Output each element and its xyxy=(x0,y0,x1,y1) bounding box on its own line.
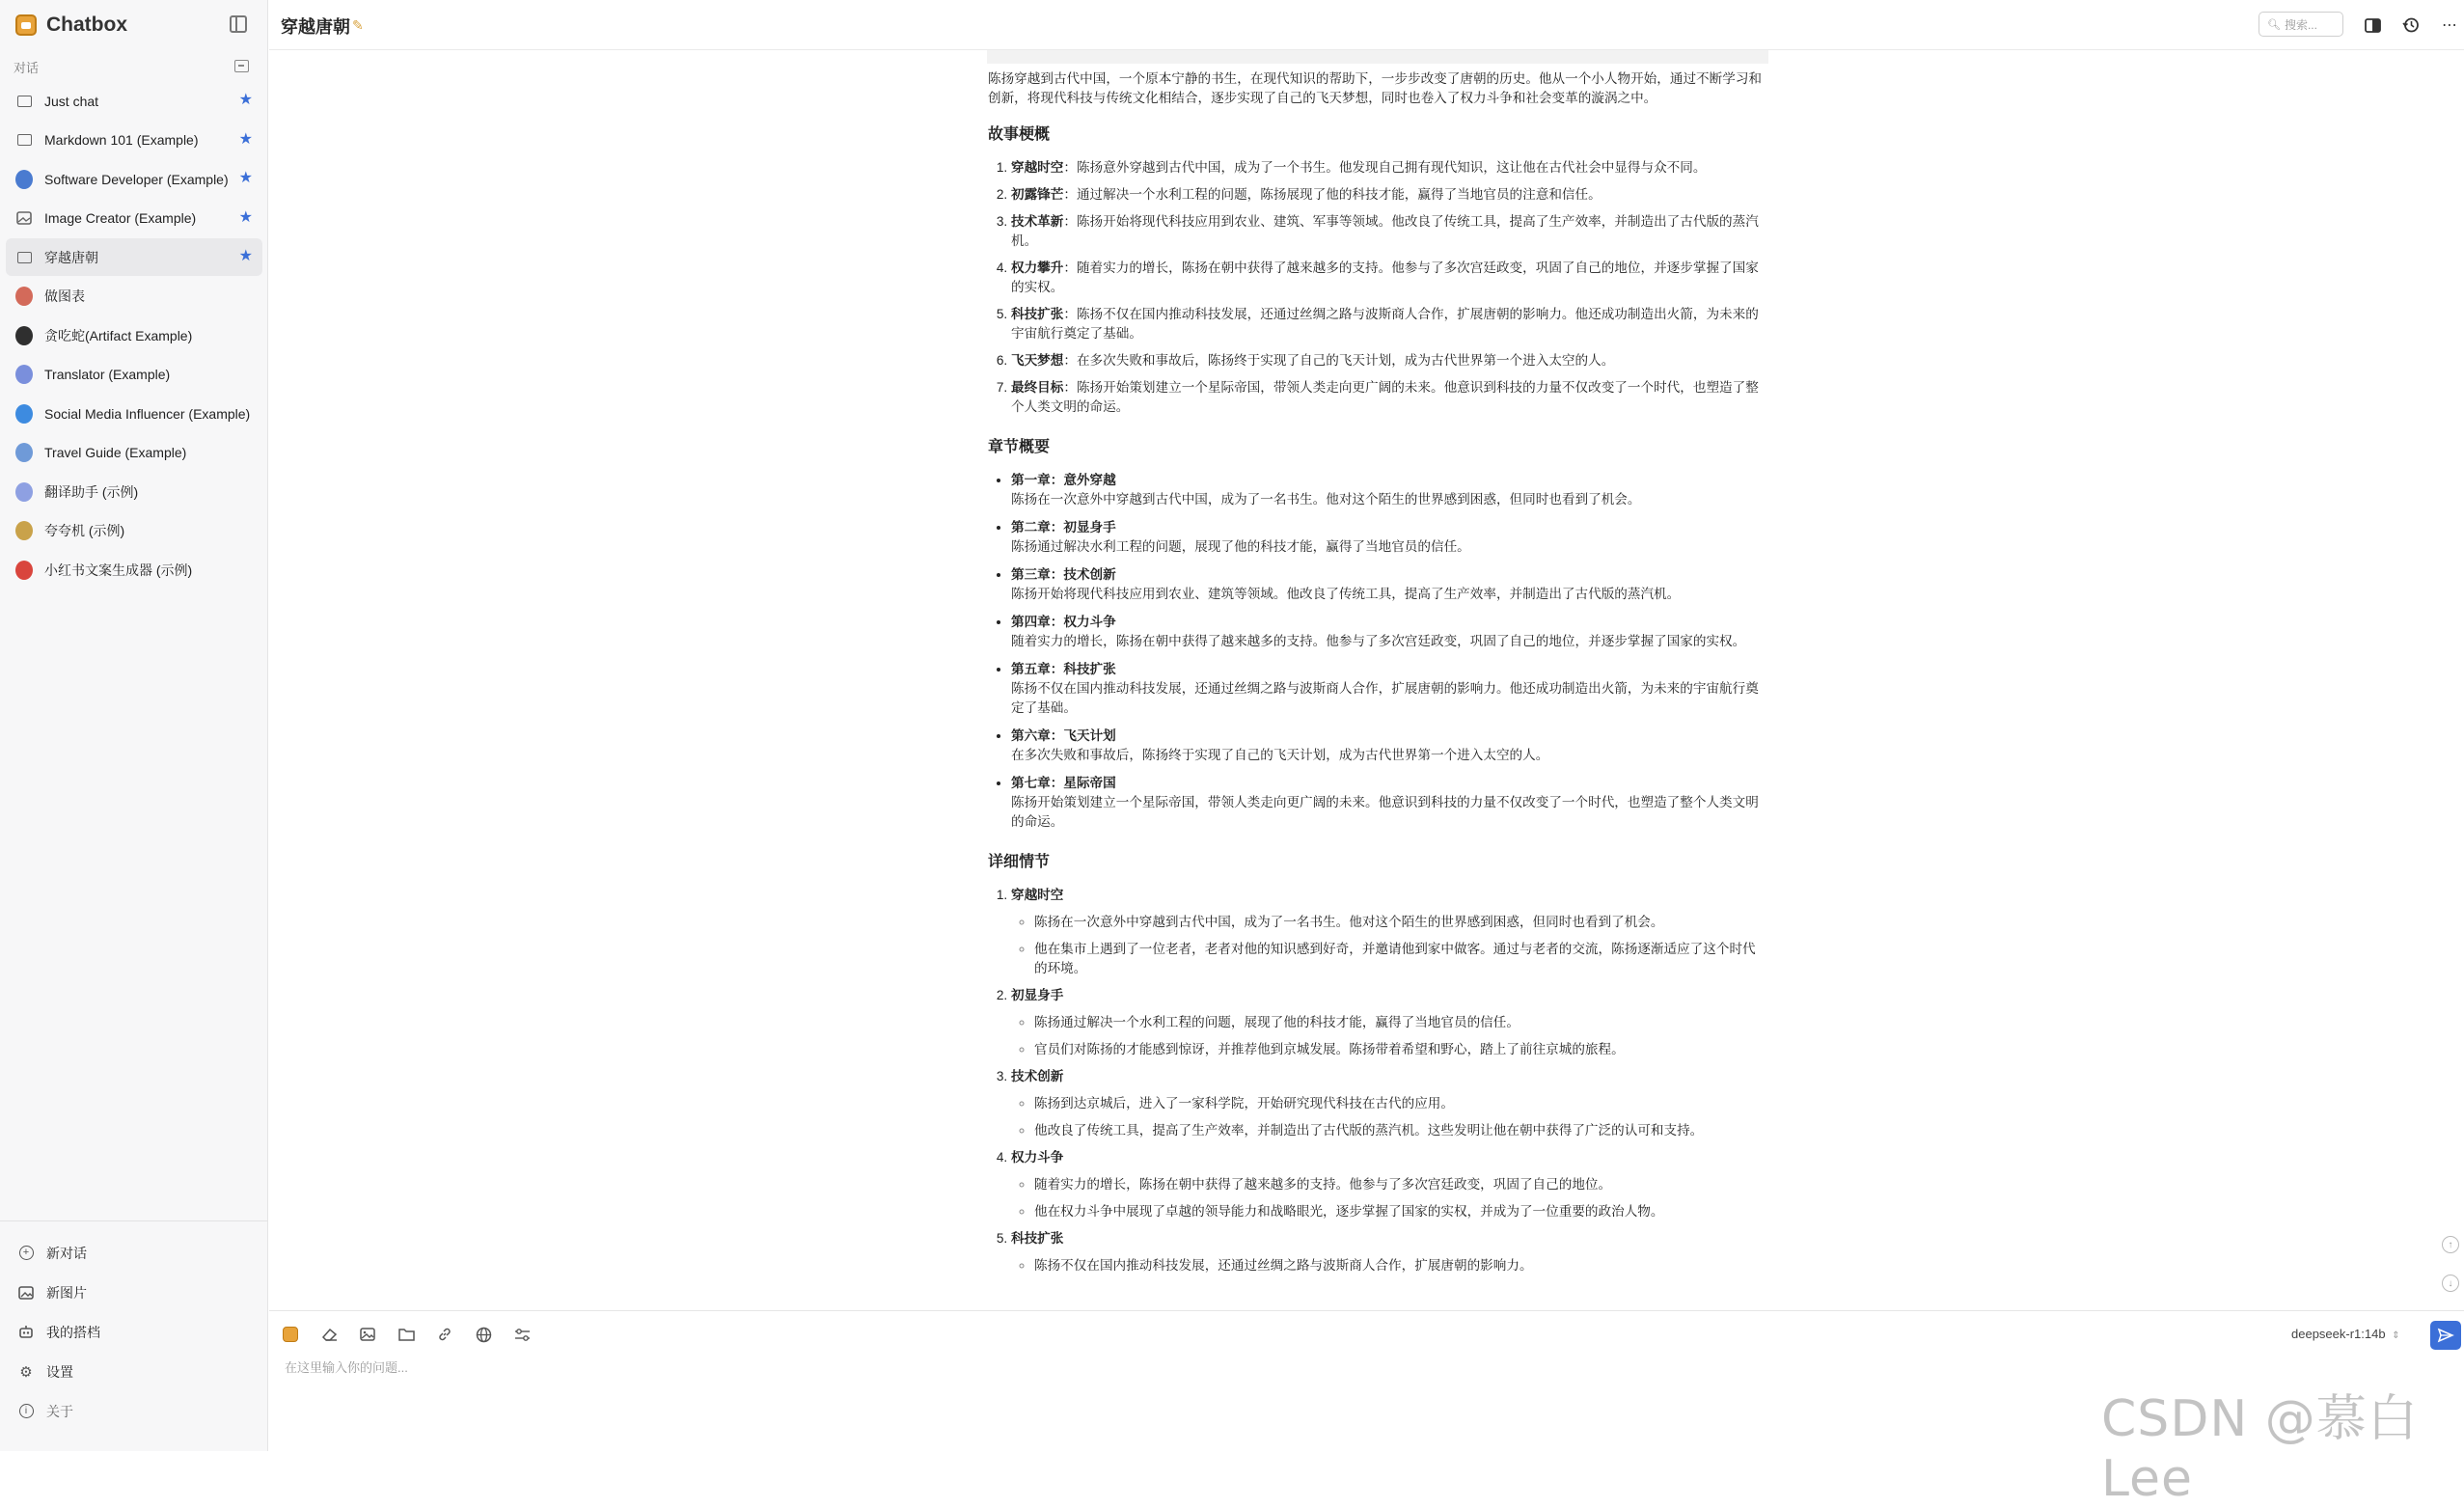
send-icon xyxy=(2438,1329,2453,1342)
session-item[interactable] xyxy=(6,395,262,432)
star-icon[interactable]: ★ xyxy=(238,208,253,226)
scroll-to-bottom-icon[interactable]: ↓ xyxy=(2442,1275,2459,1292)
search-input[interactable] xyxy=(2259,12,2343,37)
detail-subitem: ◦ 他在权力斗争中展现了卓越的领导能力和战略眼光，逐步掌握了国家的实权，并成为了一位重要的政治人物。 xyxy=(1034,1202,1767,1221)
chapter-title: 第五章：科技扩张 xyxy=(1011,662,1116,676)
session-item[interactable] xyxy=(6,434,262,472)
plot-item-text: ：陈扬不仅在国内推动科技发展，还通过丝绸之路与波斯商人合作，扩展唐朝的影响力。他还成功制造出火箭，为未来的宇宙航行奠定了基础。 xyxy=(1011,307,1759,341)
plot-item-title: 初露锋芒 xyxy=(1011,187,1064,202)
plot-item xyxy=(1011,185,1767,205)
chapter-text: 在多次失败和事故后，陈扬终于实现了自己的飞天计划，成为古代世界第一个进入太空的人。 xyxy=(1011,748,1549,762)
sidebar-header xyxy=(0,0,268,50)
message-input[interactable]: 在这里输入你的问题... xyxy=(285,1360,408,1375)
session-label: 贪吃蛇(Artifact Example) xyxy=(44,327,193,343)
chat-icon xyxy=(15,93,33,110)
plot-item-title: 科技扩张 xyxy=(1011,307,1064,321)
session-item[interactable] xyxy=(6,512,262,550)
new-chat-button[interactable] xyxy=(6,1233,262,1273)
watermark: CSDN @慕白Lee xyxy=(2101,1390,2419,1508)
chat-icon xyxy=(15,131,33,149)
session-label: Just chat xyxy=(44,93,99,109)
avatar xyxy=(15,288,33,305)
plot-item-text: ：陈扬开始将现代科技应用到农业、建筑、军事等领域。他改良了传统工具，提高了生产效率，并制造出了古代版的蒸汽机。 xyxy=(1011,214,1759,248)
new-image-button[interactable] xyxy=(6,1273,262,1312)
search-placeholder: 搜索... xyxy=(2284,17,2317,32)
detail-subitem: ◦ 陈扬在一次意外中穿越到古代中国，成为了一名书生。他对这个陌生的世界感到困惑，但同时也看到了机会。 xyxy=(1034,913,1767,932)
conversations-section-header xyxy=(0,56,268,77)
menu-label: 新图片 xyxy=(46,1284,87,1301)
more-options-icon[interactable]: ⋯ xyxy=(2442,17,2457,34)
assistant-message xyxy=(988,69,1767,1283)
settings-sliders-icon[interactable] xyxy=(512,1325,532,1344)
detail-subitem: ◦ 官员们对陈扬的才能感到惊讶，并推荐他到京城发展。陈扬带着希望和野心，踏上了前往京城的旅程。 xyxy=(1034,1040,1767,1059)
session-item[interactable] xyxy=(6,122,262,159)
sidebar-menu xyxy=(0,1220,268,1451)
session-label: Travel Guide (Example) xyxy=(44,445,187,460)
session-label: 穿越唐朝 xyxy=(44,249,98,265)
plot-item-text: ：陈扬意外穿越到古代中国，成为了一个书生。他发现自己拥有现代知识，这让他在古代社会中显得与众不同。 xyxy=(1063,160,1707,175)
star-icon[interactable]: ★ xyxy=(238,248,253,264)
app-title: Chatbox xyxy=(46,14,127,36)
my-partners-button[interactable] xyxy=(6,1312,262,1352)
chapter-item xyxy=(1011,518,1767,557)
session-label: Software Developer (Example) xyxy=(44,171,229,187)
menu-label: 设置 xyxy=(46,1363,73,1380)
session-label: Translator (Example) xyxy=(44,367,171,382)
session-item[interactable] xyxy=(6,473,262,510)
gear-icon: ⚙ xyxy=(19,1363,33,1381)
plot-item xyxy=(1011,305,1767,343)
detail-subitem: ◦ 随着实力的增长，陈扬在朝中获得了越来越多的支持。他参与了多次宫廷政变，巩固了自己的地位。 xyxy=(1034,1175,1767,1194)
chapter-text: 随着实力的增长，陈扬在朝中获得了越来越多的支持。他参与了多次宫廷政变，巩固了自己的地位，并逐步掌握了国家的实权。 xyxy=(1011,634,1746,648)
session-label: 夸夸机 (示例) xyxy=(44,523,125,538)
link-icon[interactable] xyxy=(435,1325,454,1344)
chapter-item xyxy=(1011,727,1767,765)
plot-item-text: ：随着实力的增长，陈扬在朝中获得了越来越多的支持。他参与了多次宫廷政变，巩固了自己的地位，并逐步掌握了国家的实权。 xyxy=(1011,260,1759,294)
detail-item xyxy=(1011,986,1767,1059)
settings-button[interactable] xyxy=(6,1352,262,1391)
plot-item xyxy=(1011,378,1767,417)
detail-item xyxy=(1011,1229,1767,1275)
split-view-icon[interactable] xyxy=(2363,15,2382,35)
session-item[interactable] xyxy=(6,316,262,354)
detail-title: 初显身手 xyxy=(1011,988,1064,1002)
plot-list xyxy=(988,158,1767,417)
chapter-item xyxy=(1011,660,1767,718)
image-icon xyxy=(15,209,33,227)
chapter-item xyxy=(1011,613,1767,651)
section-label: 对话 xyxy=(14,60,40,75)
plus-circle-icon: + xyxy=(17,1245,35,1262)
chapter-title: 第七章：星际帝国 xyxy=(1011,776,1116,790)
chatbox-logo-icon xyxy=(15,14,37,36)
session-label: Social Media Influencer (Example) xyxy=(44,405,251,422)
edit-title-icon[interactable]: ✎ xyxy=(352,17,364,33)
plot-heading: 故事梗概 xyxy=(988,126,1051,143)
plot-item xyxy=(1011,351,1767,370)
detail-item xyxy=(1011,1067,1767,1140)
model-name: deepseek-r1:14b xyxy=(2291,1327,2386,1341)
detail-title: 技术创新 xyxy=(1011,1069,1064,1083)
previous-message-edge xyxy=(987,50,1768,64)
image-icon xyxy=(17,1284,35,1302)
top-bar xyxy=(269,0,2464,50)
avatar xyxy=(15,327,33,344)
history-icon[interactable] xyxy=(2401,15,2421,35)
plot-item-title: 最终目标 xyxy=(1011,380,1064,395)
collapse-sidebar-icon[interactable] xyxy=(230,15,247,33)
detail-subitem: ◦ 陈扬不仅在国内推动科技发展，还通过丝绸之路与波斯商人合作，扩展唐朝的影响力。 xyxy=(1034,1256,1767,1275)
avatar xyxy=(15,444,33,461)
star-icon[interactable]: ★ xyxy=(238,170,253,186)
session-label: 翻译助手 (示例) xyxy=(44,483,139,500)
session-label: Markdown 101 (Example) xyxy=(44,132,199,148)
star-icon[interactable]: ★ xyxy=(238,130,253,148)
chapter-title: 第一章：意外穿越 xyxy=(1011,473,1116,487)
detail-title: 权力斗争 xyxy=(1011,1150,1064,1165)
avatar xyxy=(15,522,33,539)
chapter-text: 陈扬开始策划建立一个星际帝国，带领人类走向更广阔的未来。他意识到科技的力量不仅改变了一个时代，也塑造了整个人类文明的命运。 xyxy=(1011,795,1759,829)
sidebar xyxy=(0,0,268,1451)
session-label: 做图表 xyxy=(44,288,85,304)
avatar xyxy=(15,405,33,423)
conversation-title: 穿越唐朝 xyxy=(281,17,350,37)
chatbox-logo-icon[interactable] xyxy=(281,1325,300,1344)
plot-item-text: ：通过解决一个水利工程的问题，陈扬展现了他的科技才能，赢得了当地官员的注意和信任。 xyxy=(1063,187,1602,202)
chapter-item xyxy=(1011,565,1767,604)
plot-item-title: 技术革新 xyxy=(1011,214,1064,229)
plot-item-text: ：陈扬开始策划建立一个星际帝国，带领人类走向更广阔的未来。他意识到科技的力量不仅改变了一个时代，也塑造了整个人类文明的命运。 xyxy=(1011,380,1759,414)
detail-item xyxy=(1011,886,1767,978)
model-selector[interactable] xyxy=(2291,1327,2400,1341)
plot-item-title: 穿越时空 xyxy=(1011,160,1064,175)
send-button[interactable] xyxy=(2430,1321,2461,1350)
session-item[interactable] xyxy=(6,238,262,276)
session-item[interactable] xyxy=(6,160,262,198)
chapter-text: 陈扬不仅在国内推动科技发展，还通过丝绸之路与波斯商人合作，扩展唐朝的影响力。他还成功制造出火箭，为未来的宇宙航行奠定了基础。 xyxy=(1011,681,1759,715)
session-item[interactable] xyxy=(6,82,262,120)
chapter-title: 第三章：技术创新 xyxy=(1011,567,1116,582)
chapter-text: 陈扬在一次意外中穿越到古代中国，成为了一名书生。他对这个陌生的世界感到困惑，但同时也看到了机会。 xyxy=(1011,492,1641,507)
scroll-to-top-icon[interactable]: ↑ xyxy=(2442,1236,2459,1253)
chapter-text: 陈扬开始将现代科技应用到农业、建筑等领域。他改良了传统工具，提高了生产效率，并制造出了古代版的蒸汽机。 xyxy=(1011,587,1681,601)
chapter-text: 陈扬通过解决水利工程的问题，展现了他的科技才能，赢得了当地官员的信任。 xyxy=(1011,539,1470,554)
session-item[interactable] xyxy=(6,551,262,589)
menu-label: 我的搭档 xyxy=(46,1324,100,1340)
avatar xyxy=(15,483,33,501)
chapters-heading: 章节概要 xyxy=(988,439,1051,455)
detail-subitem: ◦ 陈扬通过解决一个水利工程的问题，展现了他的科技才能，赢得了当地官员的信任。 xyxy=(1034,1013,1767,1032)
chapter-item xyxy=(1011,471,1767,509)
detail-item xyxy=(1011,1148,1767,1221)
eraser-icon[interactable] xyxy=(319,1325,339,1344)
menu-label: 关于 xyxy=(46,1403,73,1419)
session-item[interactable] xyxy=(6,356,262,394)
info-icon: i xyxy=(17,1403,35,1420)
avatar xyxy=(15,562,33,579)
avatar xyxy=(15,366,33,383)
detail-heading: 详细情节 xyxy=(988,854,1051,870)
detail-subitem: ◦ 陈扬到达京城后，进入了一家科学院，开始研究现代科技在古代的应用。 xyxy=(1034,1094,1767,1113)
plot-item xyxy=(1011,158,1767,178)
detail-subitem: ◦ 他改良了传统工具，提高了生产效率，并制造出了古代版的蒸汽机。这些发明让他在朝中获得了广泛的认可和支持。 xyxy=(1034,1121,1767,1140)
detail-title: 科技扩张 xyxy=(1011,1231,1064,1246)
plot-item xyxy=(1011,212,1767,251)
plot-item-title: 飞天梦想 xyxy=(1011,353,1064,368)
menu-label: 新对话 xyxy=(46,1245,87,1261)
detail-title: 穿越时空 xyxy=(1011,888,1064,902)
session-label: Image Creator (Example) xyxy=(44,210,197,226)
avatar xyxy=(15,171,33,188)
chevron-updown-icon: ⇕ xyxy=(2392,1330,2400,1341)
plot-item-title: 权力攀升 xyxy=(1011,260,1064,275)
chapter-item xyxy=(1011,774,1767,832)
search-icon: 🔍︎ xyxy=(2267,18,2281,31)
session-label: 小红书文案生成器 (示例) xyxy=(44,562,193,578)
session-item[interactable] xyxy=(6,200,262,237)
detail-subitem: ◦ 他在集市上遇到了一位老者，老者对他的知识感到好奇，并邀请他到家中做客。通过与老者的交流，陈扬逐渐适应了这个时代的环境。 xyxy=(1034,940,1767,978)
detail-list xyxy=(988,886,1767,1275)
image-icon[interactable] xyxy=(358,1325,377,1344)
plot-item xyxy=(1011,259,1767,297)
plot-item-text: ：在多次失败和事故后，陈扬终于实现了自己的飞天计划，成为古代世界第一个进入太空的人。 xyxy=(1063,353,1615,368)
chapter-title: 第二章：初显身手 xyxy=(1011,520,1116,535)
chapter-list xyxy=(988,471,1767,832)
chapter-title: 第六章：飞天计划 xyxy=(1011,728,1116,743)
message-intro: 陈扬穿越到古代中国，一个原本宁静的书生，在现代知识的帮助下，一步步改变了唐朝的历史。他从一个小人物开始，通过不断学习和创新，将现代科技与传统文化相结合，逐步实现了自己的飞天梦想，同时也卷入了权力斗争和社会变革的漩涡之中。 xyxy=(988,71,1763,105)
chat-icon xyxy=(15,249,33,266)
web-search-icon[interactable] xyxy=(474,1325,493,1344)
robot-icon xyxy=(17,1324,35,1341)
about-button[interactable] xyxy=(6,1391,262,1431)
session-list xyxy=(6,82,262,590)
session-item[interactable] xyxy=(6,278,262,315)
folder-icon[interactable] xyxy=(397,1325,416,1344)
archive-icon[interactable] xyxy=(234,60,249,72)
chapter-title: 第四章：权力斗争 xyxy=(1011,615,1116,629)
star-icon[interactable]: ★ xyxy=(238,92,253,108)
